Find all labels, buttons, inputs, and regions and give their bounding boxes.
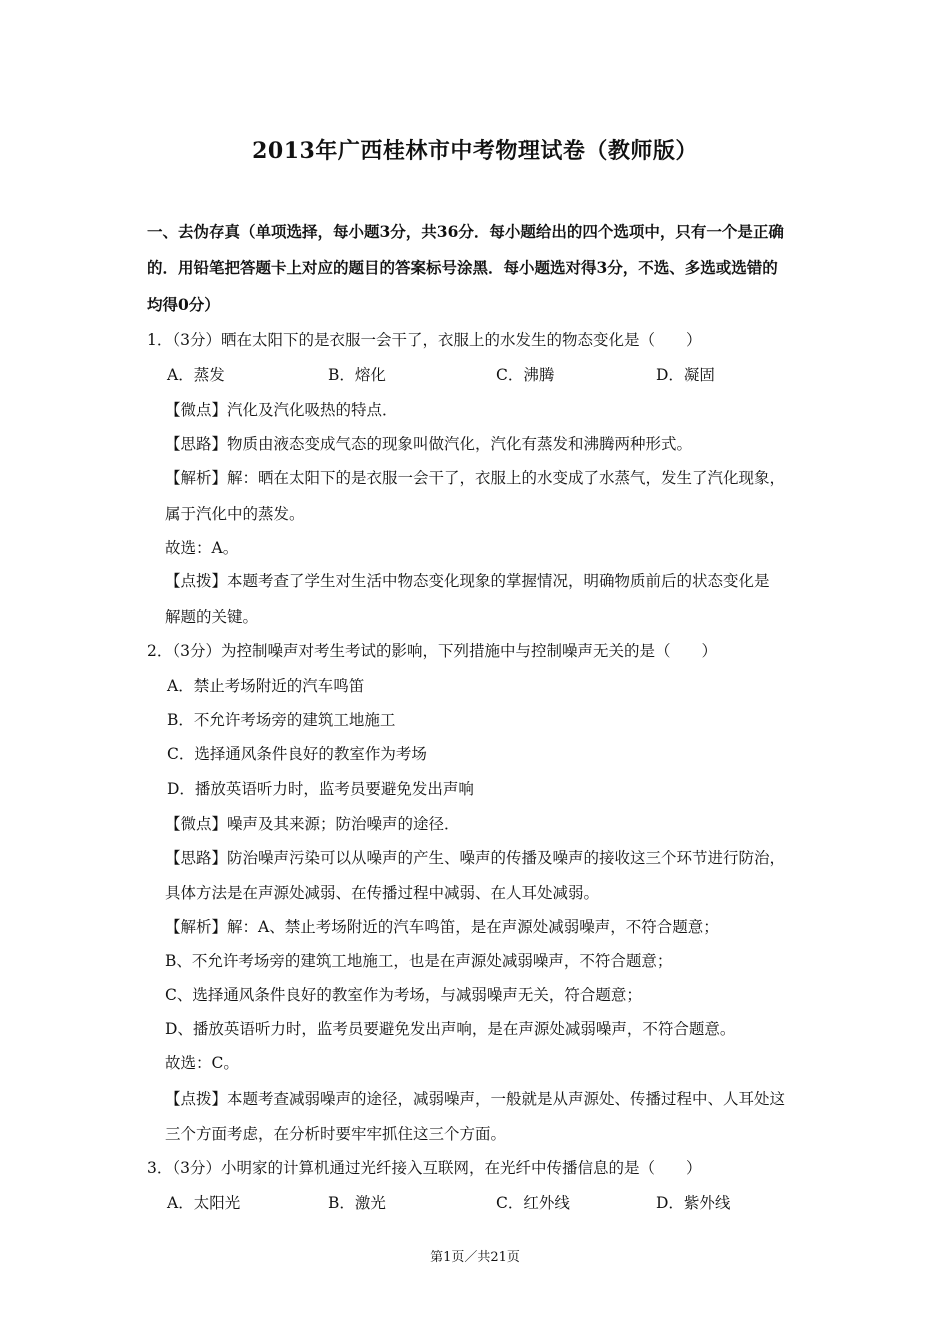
question-2-stem: 2．（3分）为控制噪声对考生考试的影响，下列措施中与控制噪声无关的是（ ） (147, 642, 717, 660)
question-2-dianbo-line-2: 三个方面考虑，在分析时要牢牢抓住这三个方面。 (165, 1125, 507, 1143)
section-heading-line-3: 均得0分） (147, 295, 220, 314)
question-3-stem: 3．（3分）小明家的计算机通过光纤接入互联网，在光纤中传播信息的是（ ） (147, 1159, 702, 1177)
section-heading-line-2: 的．用铅笔把答题卡上对应的题目的答案标号涂黑．每小题选对得3分，不选、多选或选错的 (147, 258, 778, 277)
question-2-silu-line-1: 【思路】防治噪声污染可以从噪声的产生、噪声的传播及噪声的接收这三个环节进行防治， (165, 849, 786, 867)
page-title: 2013年广西桂林市中考物理试卷（教师版） (252, 138, 698, 164)
question-1-option-c: C．沸腾 (496, 366, 555, 384)
question-2-dianbo-line-1: 【点拨】本题考查减弱噪声的途径，减弱噪声，一般就是从声源处、传播过程中、人耳处这 (165, 1090, 786, 1108)
question-1-option-b: B．熔化 (328, 366, 386, 384)
question-2-jiexi-line-2: B、不允许考场旁的建筑工地施工，也是在声源处减弱噪声，不符合题意； (165, 952, 673, 970)
question-1-weidian: 【微点】汽化及汽化吸热的特点． (165, 401, 398, 419)
question-2-jiexi-line-4: D、播放英语听力时，监考员要避免发出声响，是在声源处减弱噪声，不符合题意。 (165, 1020, 736, 1038)
question-2-jiexi-line-1: 【解析】解：A、禁止考场附近的汽车鸣笛，是在声源处减弱噪声，不符合题意； (165, 918, 719, 936)
question-3-option-c: C．红外线 (496, 1194, 570, 1212)
question-2-option-b: B．不允许考场旁的建筑工地施工 (167, 711, 396, 729)
question-1-dianbo-line-2: 解题的关键。 (165, 608, 259, 626)
section-heading-line-1: 一、去伪存真（单项选择，每小题3分，共36分．每小题给出的四个选项中，只有一个是正确 (147, 222, 784, 241)
question-2-weidian: 【微点】噪声及其来源；防治噪声的途径． (165, 815, 460, 833)
question-3-option-b: B．激光 (328, 1194, 386, 1212)
question-1-stem: 1．（3分）晒在太阳下的是衣服一会干了，衣服上的水发生的物态变化是（ ） (147, 331, 702, 349)
question-2-option-d: D．播放英语听力时，监考员要避免发出声响 (167, 780, 474, 798)
question-2-option-c: C．选择通风条件良好的教室作为考场 (167, 745, 427, 763)
question-1-jiexi-line-1: 【解析】解：晒在太阳下的是衣服一会干了，衣服上的水变成了水蒸气，发生了汽化现象， (165, 469, 786, 487)
question-1-jiexi-line-2: 属于汽化中的蒸发。 (165, 505, 305, 523)
question-2-option-a: A．禁止考场附近的汽车鸣笛 (167, 677, 365, 695)
page-footer: 第1页／共21页 (430, 1250, 520, 1265)
question-1-option-a: A．蒸发 (167, 366, 225, 384)
question-1-option-d: D．凝固 (656, 366, 715, 384)
question-2-jiexi-line-3: C、选择通风条件良好的教室作为考场，与减弱噪声无关，符合题意； (165, 986, 642, 1004)
question-1-silu: 【思路】物质由液态变成气态的现象叫做汽化，汽化有蒸发和沸腾两种形式。 (165, 435, 693, 453)
question-1-dianbo-line-1: 【点拨】本题考查了学生对生活中物态变化现象的掌握情况，明确物质前后的状态变化是 (165, 572, 770, 590)
question-3-option-d: D．紫外线 (656, 1194, 731, 1212)
question-2-answer: 故选：C。 (165, 1054, 239, 1072)
question-1-answer: 故选：A。 (165, 539, 239, 557)
question-2-silu-line-2: 具体方法是在声源处减弱、在传播过程中减弱、在人耳处减弱。 (165, 884, 600, 902)
question-3-option-a: A．太阳光 (167, 1194, 241, 1212)
